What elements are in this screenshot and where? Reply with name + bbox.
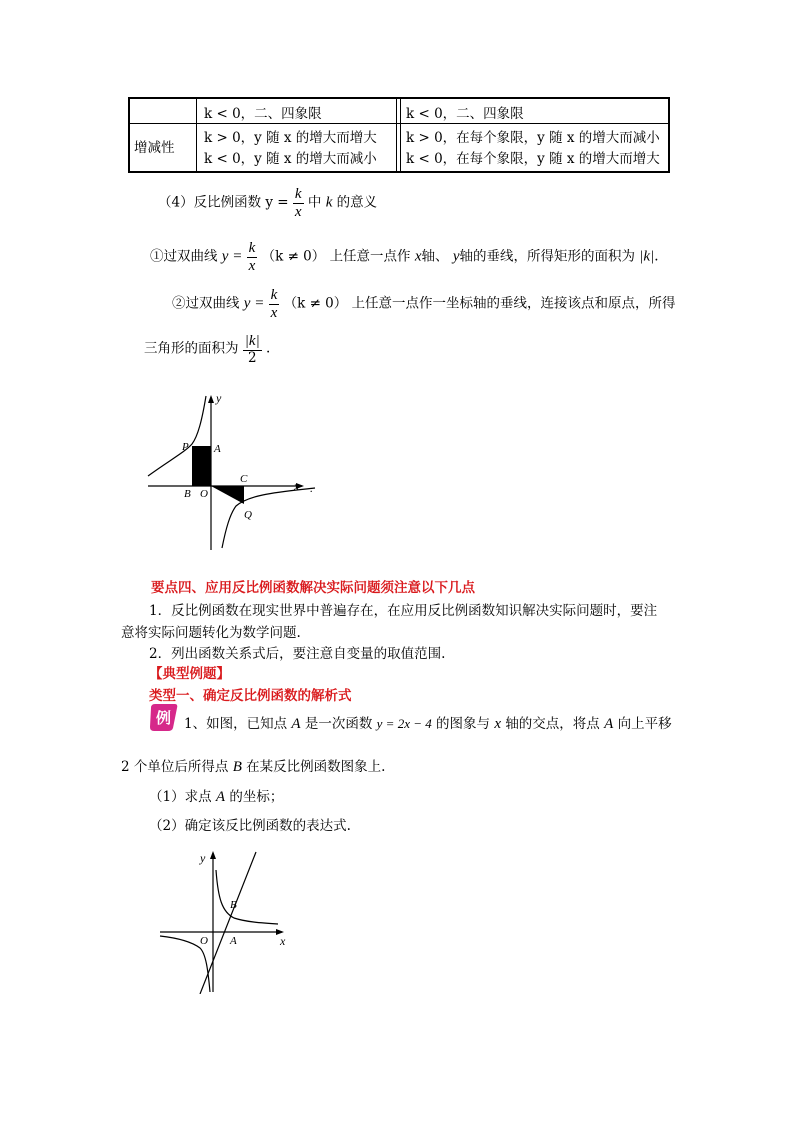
label-x: x [280, 934, 286, 948]
label-y: y [216, 391, 222, 405]
q1-line1 [184, 712, 672, 733]
label-x: x [294, 479, 300, 493]
point2-eq: y = [243, 295, 265, 312]
label-B: B [184, 488, 191, 500]
table-cell: k < 0，在每个象限，y 随 x 的增大而增大 [406, 151, 660, 167]
q1-text: 在某反比例函数图象上. [246, 759, 386, 775]
examples-heading: 【典型例题】 [149, 666, 230, 682]
type1-heading: 类型一、确定反比例函数的解析式 [149, 688, 352, 704]
item4-frac-num: k [294, 186, 302, 202]
table-cell: k > 0，在每个象限，y 随 x 的增大而减小 [406, 130, 660, 146]
sub1-var-A: A [215, 789, 226, 805]
q1-text: 2 个单位后所得点 [121, 759, 229, 775]
shaded-triangle [211, 486, 244, 504]
point2-frac-den: x [270, 304, 278, 321]
label-A: A [230, 935, 237, 947]
point2-frac2-den: 2 [247, 349, 257, 366]
q1-var-A: A [291, 716, 301, 732]
property-table [128, 97, 670, 173]
point2-line2 [144, 333, 270, 365]
label-Q: Q [244, 509, 252, 521]
label-y: y [200, 851, 206, 865]
point1-y: y [452, 248, 460, 265]
q1-text: 1、如图，已知点 [184, 716, 288, 732]
point2-prefix: ②过双曲线 [172, 295, 240, 312]
hyperbola-area-figure [140, 390, 330, 552]
point1-prefix: ①过双曲线 [150, 248, 218, 265]
point2-fraction2 [243, 333, 262, 365]
item4-middle: 中 [307, 194, 322, 211]
point2-cond: （k ≠ 0） [283, 295, 348, 312]
label-A: A [214, 443, 221, 455]
linear-hyperbola-figure [150, 848, 300, 994]
trailing-dot: . [310, 481, 313, 495]
point1-x: x [414, 248, 422, 265]
table-divider [130, 123, 668, 124]
item4-suffix: 的意义 [336, 194, 378, 211]
sub1-text: 的坐标； [229, 789, 284, 805]
hyperbola-branch-right [216, 870, 278, 924]
q1-var-A: A [604, 716, 614, 732]
table-cell: k > 0，y 随 x 的增大而增大 [204, 130, 377, 146]
section4-heading: 要点四、应用反比例函数解决实际问题须注意以下几点 [151, 580, 475, 596]
table-divider [196, 99, 197, 171]
q1-text: 向上平移 [617, 716, 672, 732]
point2-end: . [266, 340, 271, 357]
label-C: C [240, 473, 248, 485]
point1-text2: 轴的垂线，所得矩形的面积为 [459, 248, 635, 265]
q1-equation: y = 2x − 4 [376, 716, 432, 731]
point2-text: 上任意一点作一坐标轴的垂线，连接该点和原点，所得 [351, 295, 676, 312]
item4-fraction [293, 186, 304, 220]
point2-frac2-num: |k| [244, 333, 260, 349]
section4-p2: 2．列出函数关系式后，要注意自变量的取值范围. [149, 646, 446, 662]
line-graph [200, 852, 256, 994]
item4-frac-den: x [294, 203, 302, 220]
point1-cond: （k ≠ 0） [261, 248, 326, 265]
section4-p1-line1: 1．反比例函数在现实世界中普遍存在，在应用反比例函数知识解决实际问题时，要注 [149, 603, 658, 619]
example-badge [149, 702, 179, 732]
y-axis-arrow [208, 395, 214, 403]
table-cell: k < 0，二、四象限 [204, 106, 322, 122]
sub-question-1 [149, 785, 283, 806]
q1-var-x: x [494, 716, 502, 732]
point1-frac-num: k [248, 240, 256, 256]
point1-axis1: 轴、 [421, 248, 449, 265]
table-divider [396, 99, 401, 171]
sub1-text: （1）求点 [149, 789, 212, 805]
point2-line [172, 287, 676, 321]
sub-question-2: （2）确定该反比例函数的表达式. [149, 818, 351, 834]
item4-line [158, 186, 377, 220]
example-badge-text: 例 [156, 709, 172, 727]
label-B: B [230, 899, 237, 911]
section4-p1-line2: 意将实际问题转化为数学问题. [121, 625, 301, 641]
point1-eq: y = [221, 248, 243, 265]
q1-text: 的图象与 [436, 716, 491, 732]
item4-var: k [325, 194, 333, 211]
point1-abs: |k| [639, 248, 655, 265]
q1-text: 是一次函数 [304, 716, 373, 732]
point1-fraction [247, 240, 258, 274]
point1-end: . [654, 248, 659, 265]
point2-frac-num: k [270, 287, 278, 303]
point1-text: 上任意一点作 [329, 248, 411, 265]
point1-line [150, 240, 659, 274]
shaded-rectangle [192, 446, 211, 486]
table-cell: k < 0，y 随 x 的增大而减小 [204, 151, 377, 167]
q1-line2 [121, 755, 385, 776]
point2-fraction [269, 287, 280, 321]
label-P: P [182, 441, 189, 453]
y-axis-arrow [210, 851, 216, 859]
q1-text: 轴的交点，将点 [505, 716, 600, 732]
label-O: O [200, 488, 208, 500]
table-cell: k < 0，二、四象限 [406, 106, 524, 122]
point1-frac-den: x [248, 257, 256, 274]
label-O: O [200, 935, 208, 947]
table-row-label: 增减性 [134, 140, 175, 156]
q1-var-B: B [232, 759, 242, 775]
point2-line2-prefix: 三角形的面积为 [144, 340, 239, 357]
item4-prefix: （4）反比例函数 y = [158, 194, 289, 211]
